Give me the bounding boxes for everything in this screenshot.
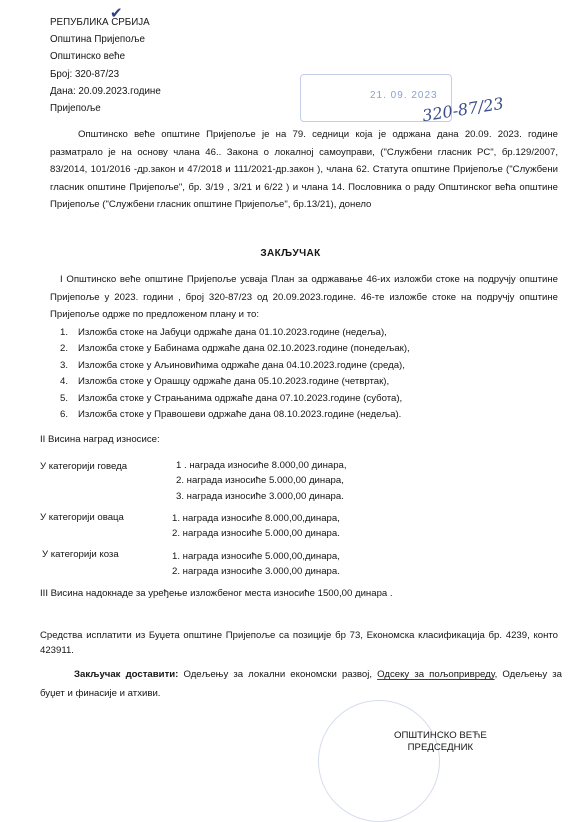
section-2-title: II Висина наград износисе: (40, 434, 160, 445)
section-1-text: I Општинско веће општине Пријепоље усваја План за одржавање 46-их изложби стоке на подручју општине Пријепоље у 2023. години , број 320-87/23 од 20.09.2023.године. 46-те изложбе стоке на подручју општине Пријепоље одрже по предложеном плану и то: (50, 274, 558, 320)
signature-president: ПРЕДСЕДНИК (407, 742, 474, 753)
list-item (60, 341, 410, 357)
handwritten-number: 320-87/23 (420, 93, 505, 126)
list-item (60, 407, 410, 423)
list-item-text: Изложба стоке у Орашцу одржаће дана 05.10.2023.године (четвртак), (78, 376, 390, 388)
stamp-date: 21. 09. 2023 (370, 90, 438, 101)
header-republic: РЕПУБЛИКА СРБИЈА (50, 17, 150, 28)
list-item-number: 2. (60, 343, 69, 355)
award-line: 1. награда износиће 8.000,00,динара, (172, 513, 340, 524)
delivery-label: Закључак доставити: (74, 669, 179, 680)
header-place: Пријепоље (50, 102, 101, 114)
category-sheep-awards (172, 511, 340, 542)
list-item-text: Изложба стоке на Јабуци одржаће дана 01.10.2023.године (недеља), (78, 327, 387, 338)
list-item (60, 358, 410, 374)
signature-block (394, 730, 487, 754)
document-title: ЗАКЉУЧАК (260, 248, 321, 259)
list-item-text: Изложба стоке у Правошеви одржаће дана 08.10.2023.године (недеља). (78, 408, 402, 420)
list-item (60, 391, 410, 407)
header-number: Број: 320-87/23 (50, 68, 120, 80)
exhibition-list (60, 325, 410, 423)
award-line: 3. награда износиће 3.000,00 динара. (176, 490, 344, 502)
list-item-number: 4. (60, 376, 69, 388)
list-item-text: Изложба стоке у Бабинама одржаће дана 02.10.2023.године (понедељак), (78, 343, 410, 355)
category-goats-label: У категорији коза (42, 549, 119, 560)
list-item-text: Изложба стоке у Страњанима одржаће дана 07.10.2023.године (субота), (78, 392, 403, 404)
award-line: 1 . награда износиће 8.000,00 динара, (176, 460, 347, 471)
list-item (60, 374, 410, 390)
list-item-number: 1. (60, 327, 69, 338)
delivery-recipient-3: , Одељењу за буџет и финасије и атхиви. (40, 669, 562, 699)
award-line: 2. награда износиће 5.000,00 динара, (176, 475, 344, 487)
intro-paragraph: Општинско веће општине Пријепоље је на 79. седници која је одржана дана 20.09. 2023. године разматрало је на основу члана 46.. Закона о локалној самоуправи, ("Службени гласник РС", бр.129/2007, 83/2014, 101/2016 -др.закон и 47/2018 и 111/2021-др.закон ), члана 62. Статута општине Пријепоље ("Службени гласник општинe Пријепоље", бр. 3/19 , 3/21 и 6/22 ) и члана 14. Пословника о раду Општинског већа општине Пријепоље ("Службени гласник општине Пријепоље", бр.13/21), донело (50, 129, 558, 210)
section-3-text: III Висина надокнаде за уређење изложбеног места износиће 1500,00 динара . (40, 588, 393, 599)
category-sheep-label: У категорији оваца (40, 512, 124, 523)
award-line: 2. награда износиће 3.000,00 динара. (172, 566, 340, 578)
delivery-paragraph (40, 665, 562, 703)
header-council: Општинско веће (50, 51, 126, 63)
award-line: 2. награда износиће 5.000,00 динара. (172, 528, 340, 540)
delivery-recipient-2: Одсеку за пољопривреду (377, 669, 495, 680)
list-item-text: Изложба стоке у Аљиновићима одржаће дана 04.10.2023.године (среда), (78, 359, 405, 371)
list-item-number: 5. (60, 392, 69, 404)
header-date: Дана: 20.09.2023.године (50, 85, 161, 97)
list-item-number: 3. (60, 359, 69, 371)
category-cattle-awards (176, 458, 347, 504)
official-seal (318, 700, 440, 822)
document-header (50, 14, 161, 117)
list-item (60, 325, 410, 341)
header-municipality: Општина Пријепоље (50, 34, 145, 46)
handwritten-mark-icon: ✔ (110, 5, 123, 22)
award-line: 1. награда износиће 5.000,00,динара, (172, 551, 340, 562)
category-cattle-label: У категорији говеда (40, 461, 128, 472)
funding-paragraph: Средства исплатити из Буџета општине Пријепоље са позиције бр 73, Економска класификација бр. 4239, конто 423911. (40, 630, 558, 656)
signature-council: ОПШТИНСКО ВЕЋЕ (394, 730, 487, 741)
delivery-recipient-1: Одељењу за локални економски развој, (178, 669, 378, 680)
category-goats-awards (172, 549, 340, 580)
list-item-number: 6. (60, 408, 69, 420)
